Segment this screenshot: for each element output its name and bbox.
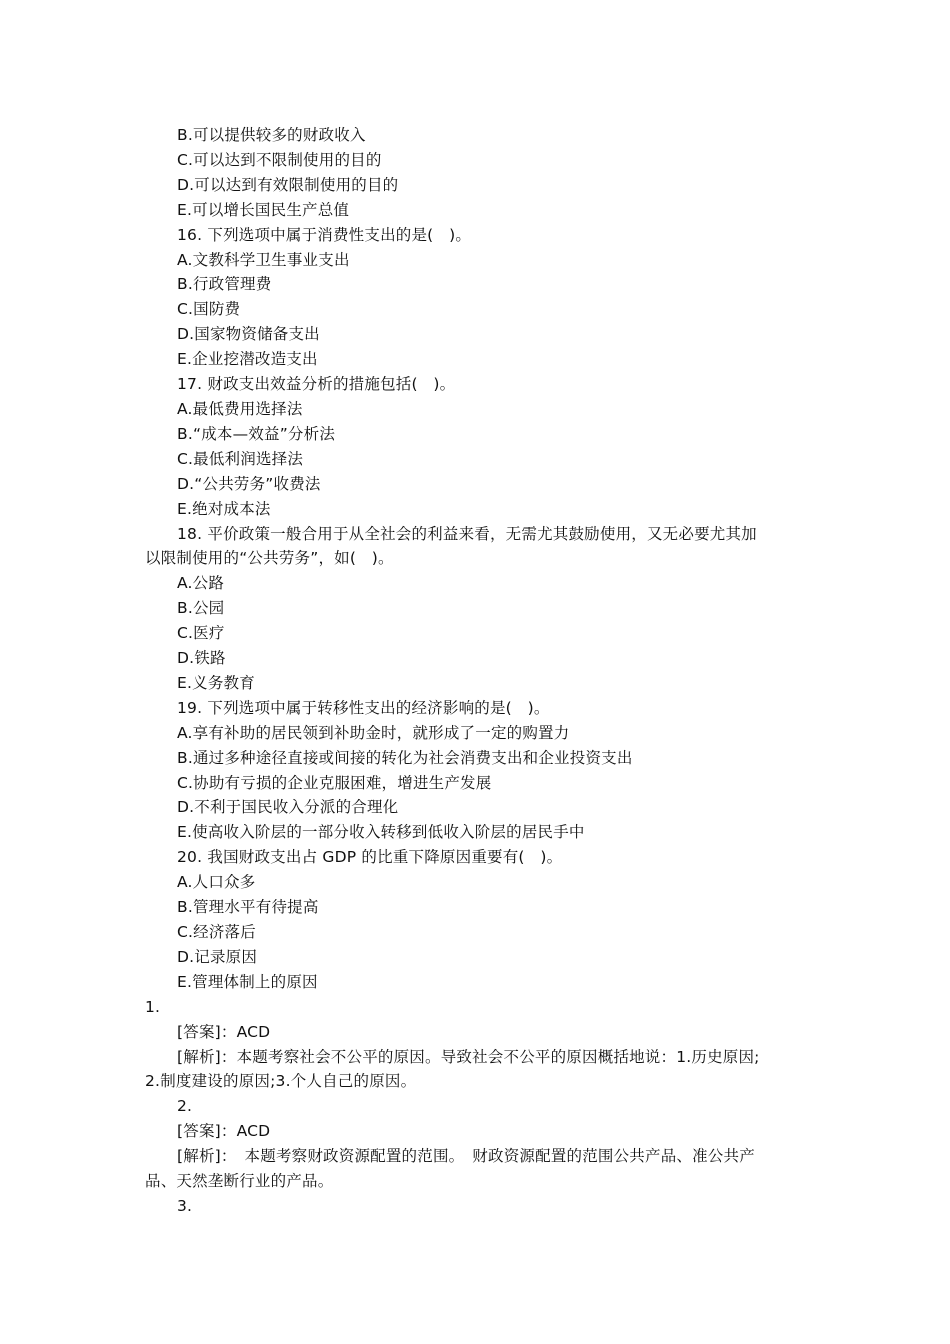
q20-option-e: E.管理体制上的原因 — [177, 972, 318, 991]
q15-option-d: D.可以达到有效限制使用的目的 — [177, 175, 399, 194]
q16-option-d: D.国家物资储备支出 — [177, 325, 320, 344]
q19-option-b: B.通过多种途径直接或间接的转化为社会消费支出和企业投资支出 — [177, 748, 633, 767]
q19-option-c: C.协助有亏损的企业克服困难，增进生产发展 — [177, 773, 492, 792]
q19-option-e: E.使高收入阶层的一部分收入转移到低收入阶层的居民手中 — [177, 823, 585, 842]
answer-1-analysis-line-2: 2.制度建设的原因;3.个人自己的原因。 — [145, 1072, 417, 1091]
q18-stem-line-1: 18. 平价政策一般合用于从全社会的利益来看，无需尤其鼓励使用，又无必要尤其加 — [177, 524, 757, 543]
q20-option-a: A.人口众多 — [177, 873, 256, 892]
q17-option-b: B.“成本—效益”分析法 — [177, 424, 336, 443]
q18-option-d: D.铁路 — [177, 649, 226, 668]
q15-option-c: C.可以达到不限制使用的目的 — [177, 150, 382, 169]
q20-option-b: B.管理水平有待提高 — [177, 898, 319, 917]
q19-option-a: A.享有补助的居民领到补助金时，就形成了一定的购置力 — [177, 723, 570, 742]
document-body — [145, 123, 805, 1219]
q17-option-e: E.绝对成本法 — [177, 499, 271, 518]
q16-option-b: B.行政管理费 — [177, 275, 272, 294]
answer-3-number: 3. — [177, 1196, 193, 1215]
q19-option-d: D.不利于国民收入分派的合理化 — [177, 798, 399, 817]
q20-stem: 20. 我国财政支出占 GDP 的比重下降原因重要有( )。 — [177, 848, 563, 867]
q18-stem-line-2: 以限制使用的“公共劳务”，如( )。 — [145, 549, 394, 568]
answer-1-analysis-line-1: [解析]：本题考察社会不公平的原因。导致社会不公平的原因概括地说：1.历史原因; — [177, 1047, 760, 1066]
q15-option-b: B.可以提供较多的财政收入 — [177, 126, 366, 144]
answer-2-number: 2. — [177, 1097, 193, 1116]
q16-option-a: A.文教科学卫生事业支出 — [177, 250, 350, 269]
q17-stem: 17. 财政支出效益分析的措施包括( )。 — [177, 375, 456, 394]
q17-option-a: A.最低费用选择法 — [177, 399, 303, 418]
q20-option-d: D.记录原因 — [177, 947, 258, 966]
q15-option-e: E.可以增长国民生产总值 — [177, 200, 350, 219]
q16-stem: 16. 下列选项中属于消费性支出的是( )。 — [177, 225, 472, 244]
q19-stem: 19. 下列选项中属于转移性支出的经济影响的是( )。 — [177, 698, 550, 717]
q18-option-e: E.义务教育 — [177, 673, 255, 692]
q17-option-c: C.最低利润选择法 — [177, 449, 304, 468]
q17-option-d: D.“公共劳务”收费法 — [177, 474, 321, 493]
q18-option-b: B.公园 — [177, 599, 225, 618]
answer-2-key: [答案]：ACD — [177, 1122, 271, 1141]
q16-option-e: E.企业挖潜改造支出 — [177, 350, 318, 369]
q18-option-a: A.公路 — [177, 574, 225, 593]
answer-1-key: [答案]：ACD — [177, 1022, 271, 1041]
q16-option-c: C.国防费 — [177, 300, 241, 319]
answer-2-analysis-line-2: 品、天然垄断行业的产品。 — [145, 1172, 334, 1191]
answer-2-analysis-line-1: [解析]： 本题考察财政资源配置的范围。 财政资源配置的范围公共产品、准公共产 — [177, 1147, 755, 1166]
q18-option-c: C.医疗 — [177, 624, 225, 643]
answer-1-number: 1. — [145, 997, 161, 1016]
q20-option-c: C.经济落后 — [177, 923, 256, 941]
